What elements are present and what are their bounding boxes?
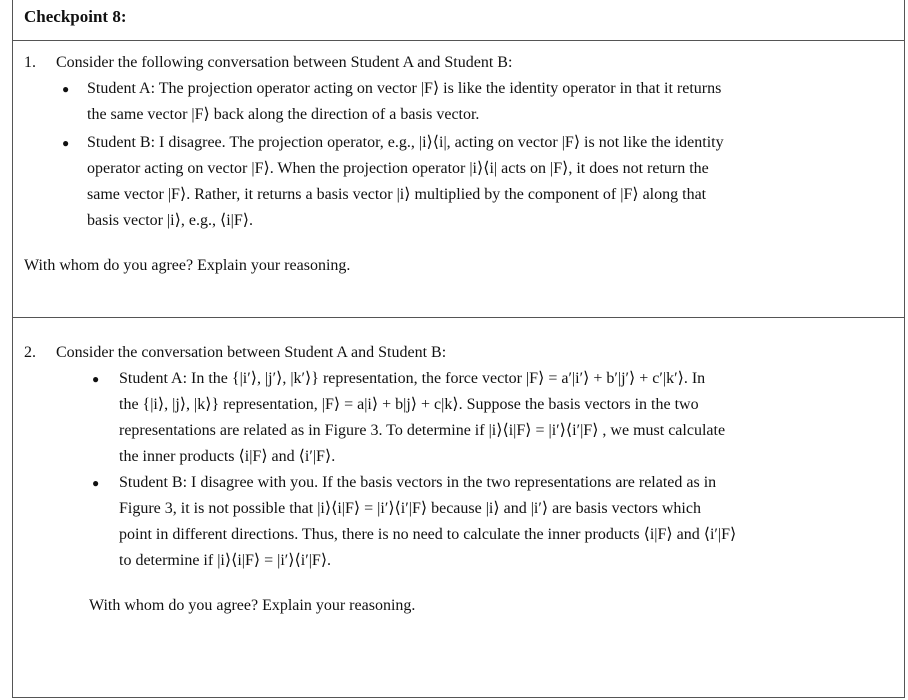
checkpoint-box — [12, 0, 905, 698]
q1-intro: Consider the following conversation between Student A and Student B: — [56, 54, 513, 71]
q2-prompt: With whom do you agree? Explain your reasoning. — [89, 597, 416, 614]
q2-student-b-line-1: Student B: I disagree with you. If the basis vectors in the two representations are related as in — [119, 474, 717, 491]
bullet-icon: ● — [62, 82, 70, 96]
q2-number: 2. — [24, 344, 36, 361]
question-1 — [13, 41, 904, 318]
heading-row — [13, 0, 904, 41]
q1-prompt: With whom do you agree? Explain your reasoning. — [24, 257, 351, 274]
q1-student-b-line-3: same vector |F⟩. Rather, it returns a basis vector |i⟩ multiplied by the component of |F⟩ along that — [87, 186, 707, 203]
q2-student-a-line-2: the {|i⟩, |j⟩, |k⟩} representation, |F⟩ = a|i⟩ + b|j⟩ + c|k⟩. Suppose the basis vectors in the two — [119, 396, 699, 413]
bullet-icon: ● — [92, 476, 100, 490]
q2-student-a-line-3: representations are related as in Figure 3. To determine if |i⟩⟨i|F⟩ = |i′⟩⟨i′|F⟩ , we must calculate — [119, 422, 726, 439]
q1-student-b-line-2: operator acting on vector |F⟩. When the projection operator |i⟩⟨i| acts on |F⟩, it does not return the — [87, 160, 709, 177]
q2-student-b-line-4: to determine if |i⟩⟨i|F⟩ = |i′⟩⟨i′|F⟩. — [119, 552, 332, 569]
q1-student-b-line-1: Student B: I disagree. The projection operator, e.g., |i⟩⟨i|, acting on vector |F⟩ is not like the identity — [87, 134, 724, 151]
q2-student-b-line-2: Figure 3, it is not possible that |i⟩⟨i|F⟩ = |i′⟩⟨i′|F⟩ because |i⟩ and |i′⟩ are basis vectors which — [119, 500, 701, 517]
q1-number: 1. — [24, 54, 36, 71]
q2-student-a-line-4: the inner products ⟨i|F⟩ and ⟨i′|F⟩. — [119, 448, 336, 465]
checkpoint-heading: Checkpoint 8: — [24, 7, 127, 26]
q1-student-a-line-1: Student A: The projection operator acting on vector |F⟩ is like the identity operator in that it returns — [87, 80, 722, 97]
q1-student-a-line-2: the same vector |F⟩ back along the direction of a basis vector. — [87, 106, 480, 123]
question-2 — [13, 318, 904, 697]
bullet-icon: ● — [62, 136, 70, 150]
bullet-icon: ● — [92, 372, 100, 386]
q2-student-b-line-3: point in different directions. Thus, there is no need to calculate the inner products ⟨i|F⟩ and ⟨i′|F⟩ — [119, 526, 737, 543]
q1-student-b-line-4: basis vector |i⟩, e.g., ⟨i|F⟩. — [87, 212, 253, 229]
q2-intro: Consider the conversation between Student A and Student B: — [56, 344, 447, 361]
q2-student-a-line-1: Student A: In the {|i′⟩, |j′⟩, |k′⟩} representation, the force vector |F⟩ = a′|i′⟩ + b′|j′⟩ + c′|k′⟩. In — [119, 370, 706, 387]
